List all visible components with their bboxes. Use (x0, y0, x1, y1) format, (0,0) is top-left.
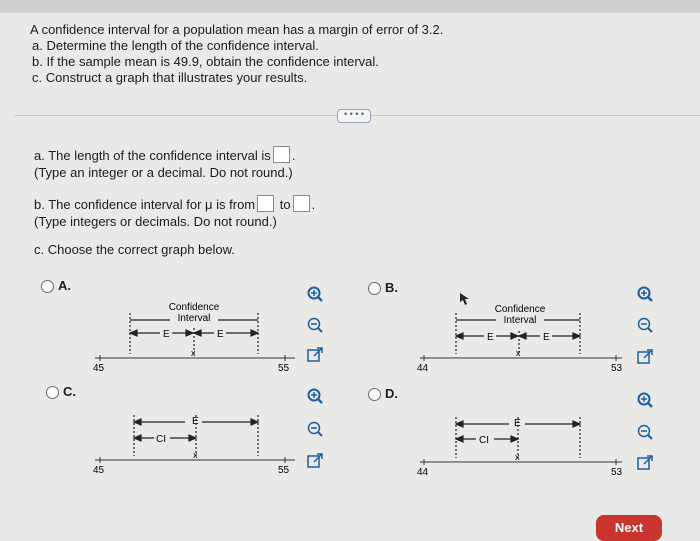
part-b: b. The confidence interval for μ is from to . (Type integers or decimals. Do not round.) (34, 197, 316, 229)
option-b-e-right: E (543, 332, 550, 343)
option-d-axis-min: 44 (417, 467, 429, 478)
question-item-c: c. Construct a graph that illustrates your results. (32, 70, 308, 85)
option-a-axis-max: 55 (278, 363, 290, 374)
option-d-e: E (514, 418, 521, 429)
option-c-xbar: x (193, 450, 198, 460)
part-a-text: a. The length of the confidence interval is (34, 148, 271, 163)
option-d-radio[interactable] (368, 388, 381, 401)
zoom-in-icon[interactable] (636, 285, 654, 303)
option-c-e: E (192, 416, 199, 427)
length-input[interactable] (273, 146, 290, 163)
part-b-hint: (Type integers or decimals. Do not round.) (34, 214, 277, 229)
option-b-graph (412, 298, 630, 380)
option-c-ci: CI (156, 434, 166, 445)
part-b-text: b. The confidence interval for μ is from (34, 197, 256, 212)
question-text (30, 22, 443, 86)
popout-icon[interactable] (306, 452, 324, 470)
option-d-xbar: x (515, 452, 520, 462)
top-bar (0, 0, 700, 13)
option-b-radio[interactable] (368, 282, 381, 295)
question-item-b: b. If the sample mean is 49.9, obtain the confidence interval. (32, 54, 379, 69)
zoom-out-icon[interactable] (636, 423, 654, 441)
option-d-ci: CI (479, 435, 489, 446)
option-c-radio[interactable] (46, 386, 59, 399)
zoom-in-icon[interactable] (636, 391, 654, 409)
zoom-in-icon[interactable] (306, 285, 324, 303)
option-b-ci-label: Confidence (494, 304, 546, 315)
option-a-label: A. (58, 278, 71, 293)
option-a-e-left: E (163, 329, 170, 340)
option-a-e-right: E (217, 329, 224, 340)
option-a-xbar: x (191, 348, 196, 358)
option-b-axis-max: 53 (611, 363, 623, 374)
ci-upper-input[interactable] (293, 195, 310, 212)
popout-icon[interactable] (306, 346, 324, 364)
option-a-ci-label2: Interval (177, 313, 211, 324)
ci-lower-input[interactable] (257, 195, 274, 212)
option-c-axis-min: 45 (93, 465, 105, 476)
expand-button[interactable]: • • • • (337, 109, 371, 123)
option-c-axis-max: 55 (278, 465, 290, 476)
popout-icon[interactable] (636, 454, 654, 472)
zoom-out-icon[interactable] (306, 420, 324, 438)
question-item-a: a. Determine the length of the confidence interval. (32, 38, 319, 53)
option-d-axis-max: 53 (611, 467, 623, 478)
part-a: a. The length of the confidence interval is . (Type an integer or a decimal. Do not round.) (34, 148, 296, 180)
option-b-e-left: E (487, 332, 494, 343)
cursor-icon (460, 293, 470, 305)
option-a-radio[interactable] (41, 280, 54, 293)
part-c-text: c. Choose the correct graph below. (34, 242, 235, 257)
option-b-xbar: x (516, 348, 521, 358)
zoom-out-icon[interactable] (306, 316, 324, 334)
part-a-hint: (Type an integer or a decimal. Do not round.) (34, 165, 293, 180)
zoom-in-icon[interactable] (306, 387, 324, 405)
zoom-out-icon[interactable] (636, 316, 654, 334)
option-d-graph (412, 402, 630, 484)
option-b-ci-label2: Interval (503, 315, 537, 326)
option-c-label: C. (63, 384, 76, 399)
part-c (34, 241, 235, 258)
option-a-graph (90, 298, 305, 380)
option-b-axis-min: 44 (417, 363, 429, 374)
next-button[interactable]: Next (596, 515, 662, 541)
option-d-label: D. (385, 386, 398, 401)
part-b-to: to (279, 197, 291, 212)
option-a-axis-min: 45 (93, 363, 105, 374)
option-b-label: B. (385, 280, 398, 295)
question-intro: A confidence interval for a population mean has a margin of error of 3.2. (30, 22, 444, 37)
option-c-graph (90, 400, 305, 482)
popout-icon[interactable] (636, 348, 654, 366)
option-a-ci-label: Confidence (168, 302, 220, 313)
